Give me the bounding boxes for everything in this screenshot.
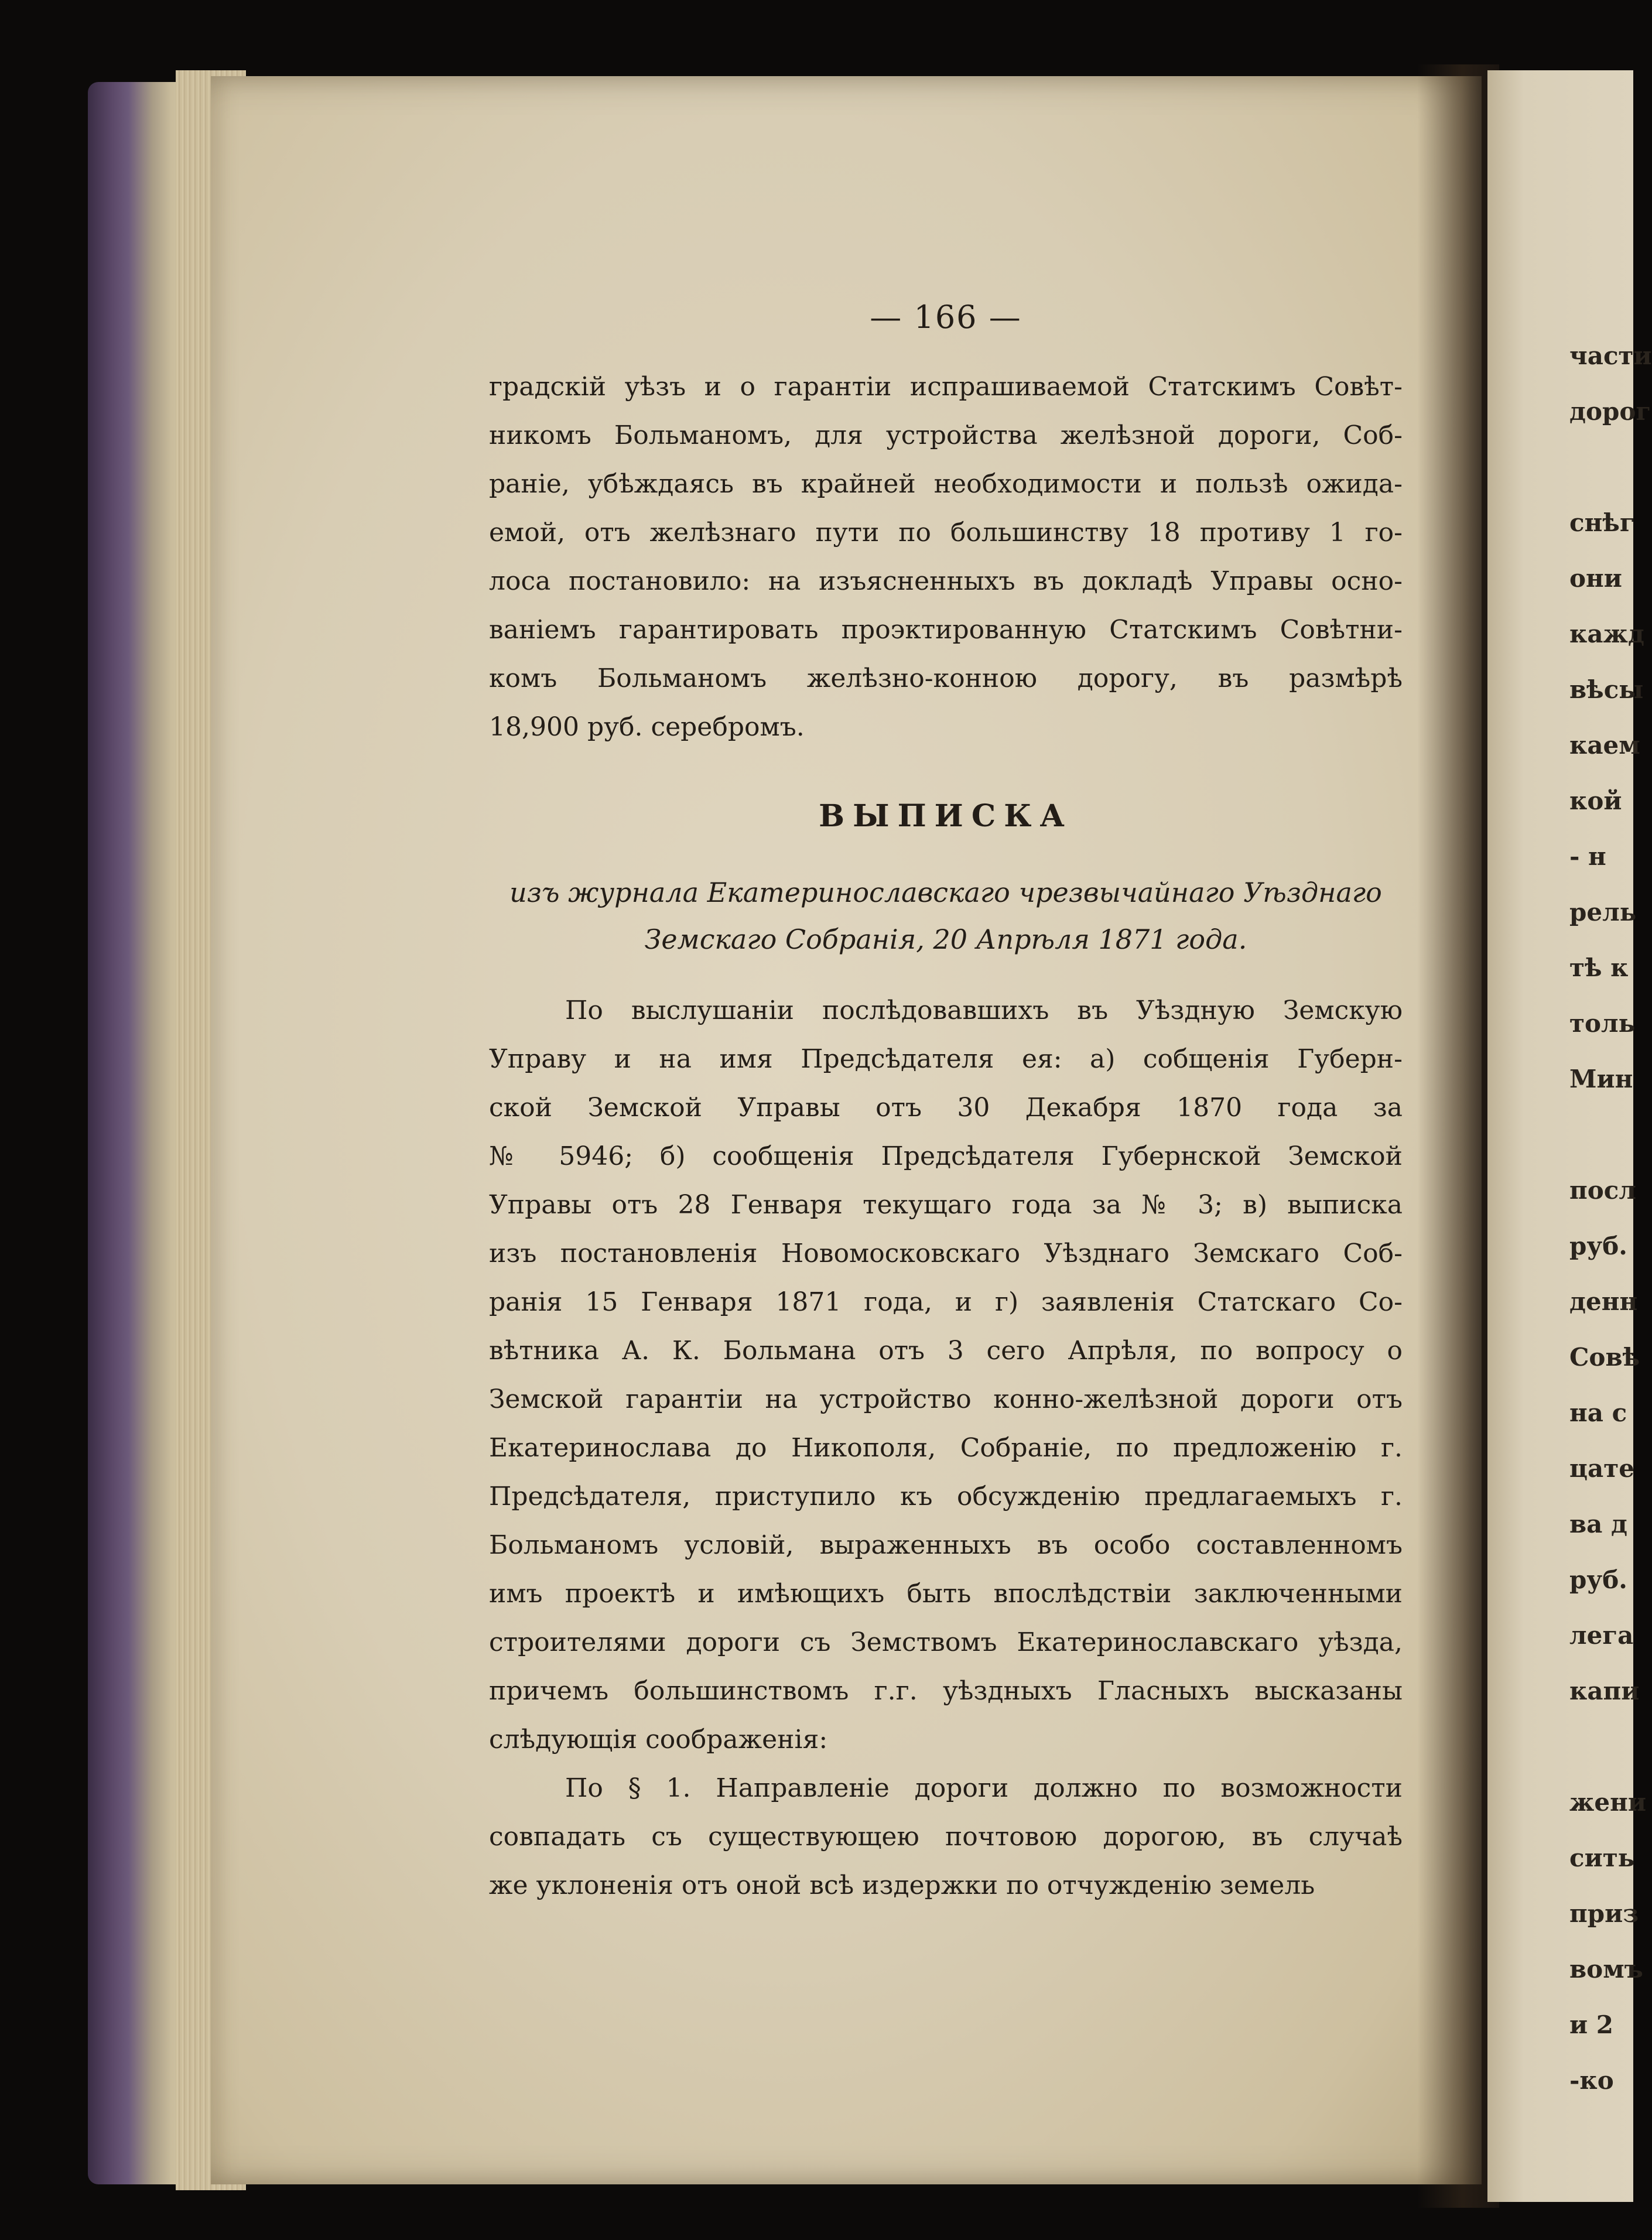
facing-page-line: жени <box>1569 1788 1647 1817</box>
facing-page-line: каем <box>1569 731 1640 760</box>
facing-page-line: части <box>1569 341 1652 370</box>
facing-page-line: они <box>1569 564 1622 593</box>
facing-page-line: денн <box>1569 1287 1638 1316</box>
facing-page-line: ва д <box>1569 1510 1628 1538</box>
paragraph3-lines-line: По § 1. Направленіе дороги должно по возможности <box>565 1773 1403 1803</box>
paragraph2-lines-line: ранія 15 Генваря 1871 года, и г) заявленія Статскаго Со- <box>489 1287 1403 1317</box>
facing-page-line: - н <box>1569 842 1606 871</box>
facing-page-line <box>1569 439 1633 495</box>
paragraph2-lines-line: Управу и на имя Предсѣдателя ея: а) собщенія Губерн- <box>489 1044 1403 1074</box>
paragraph-article-1 <box>489 1764 1403 1910</box>
paragraph2-lines-line: По выслушаніи послѣдовавшихъ въ Уѣздную Земскую <box>565 996 1403 1025</box>
facing-page-line: Мин <box>1569 1065 1633 1093</box>
facing-page-line: толь <box>1569 1009 1636 1038</box>
facing-page-line: тѣ к <box>1569 953 1629 982</box>
paragraph2-lines-line: слѣдующія соображенія: <box>489 1725 828 1755</box>
page-text-block <box>489 299 1403 1910</box>
paragraph1-lines-line: комъ Больманомъ желѣзно-конною дорогу, въ размѣрѣ <box>489 664 1403 693</box>
page-number: — 166 — <box>870 299 1022 336</box>
paragraph1-lines-line: никомъ Больманомъ, для устройства желѣзной дороги, Соб- <box>489 420 1403 450</box>
facing-page-line: вомъ <box>1569 1955 1643 1983</box>
facing-page-line: кой <box>1569 786 1622 815</box>
paragraph1-lines-line: 18,900 руб. серебромъ. <box>489 712 805 742</box>
facing-page-line: лега <box>1569 1621 1634 1650</box>
paragraph2-lines-line: Управы отъ 28 Генваря текущаго года за № 3; в) выписка <box>489 1190 1403 1220</box>
paragraph2-lines-line: причемъ большинствомъ г.г. уѣздныхъ Гласныхъ высказаны <box>489 1676 1403 1706</box>
paragraph1-lines-line: ваніемъ гарантировать проэктированную Статскимъ Совѣтни- <box>489 615 1403 645</box>
facing-page-text <box>1569 328 1652 2108</box>
facing-page-line <box>1569 1719 1633 1774</box>
book-gutter <box>1417 64 1499 2208</box>
facing-page-line: дорог <box>1569 397 1651 426</box>
section-subheading <box>489 869 1403 963</box>
facing-page-line: приз <box>1569 1899 1639 1928</box>
paragraph3-lines-line: совпадать съ существующею почтовою дорогою, въ случаѣ <box>489 1822 1403 1852</box>
facing-page-line: на с <box>1569 1398 1627 1427</box>
facing-page-line: руб. <box>1569 1232 1627 1260</box>
paragraph2-lines-line: № 5946; б) сообщенія Предсѣдателя Губернской Земской <box>489 1141 1403 1171</box>
facing-page-line: цате <box>1569 1454 1634 1483</box>
paragraph2-lines-line: имъ проектѣ и имѣющихъ быть впослѣдствіи заключенными <box>489 1579 1403 1609</box>
paragraph2-lines-line: вѣтника А. К. Больмана отъ 3 сего Апрѣля, по вопросу о <box>489 1336 1403 1366</box>
facing-page-line: капи <box>1569 1677 1640 1705</box>
paragraph-continuation <box>489 362 1403 751</box>
paragraph2-lines-line: Больманомъ условій, выраженныхъ въ особо составленномъ <box>489 1530 1403 1560</box>
paragraph1-lines-line: раніе, убѣждаясь въ крайней необходимости и пользѣ ожида- <box>489 469 1403 499</box>
facing-page-line: Совѣ <box>1569 1343 1640 1372</box>
section-heading: ВЫПИСКА <box>819 798 1073 834</box>
subheading-line: изъ журнала Екатеринославскаго чрезвычайнаго Уѣзднаго <box>509 877 1382 908</box>
facing-page-line: посл <box>1569 1176 1636 1205</box>
facing-page-line: сить <box>1569 1844 1635 1872</box>
facing-page-line <box>1569 1107 1633 1162</box>
paragraph2-lines-line: Предсѣдателя, приступило къ обсужденію предлагаемыхъ г. <box>489 1482 1403 1511</box>
facing-page-line: -ко <box>1569 2066 1614 2095</box>
paragraph1-lines-line: лоса постановило: на изъясненныхъ въ докладѣ Управы осно- <box>489 566 1403 596</box>
facing-page-line: рель <box>1569 898 1637 926</box>
paragraph3-lines-line: же уклоненія отъ оной всѣ издержки по отчужденію земель <box>489 1870 1315 1900</box>
paragraph2-lines-line: Земской гарантіи на устройство конно-желѣзной дороги отъ <box>489 1384 1403 1414</box>
facing-page-line: кажд <box>1569 620 1644 648</box>
facing-page-line: и 2 <box>1569 2010 1613 2039</box>
subheading-line: Земскаго Собранія, 20 Апрѣля 1871 года. <box>644 924 1247 955</box>
paragraph2-lines-line: ской Земской Управы отъ 30 Декабря 1870 года за <box>489 1093 1403 1123</box>
facing-page-line: вѣсы <box>1569 675 1644 704</box>
paragraph-main <box>489 986 1403 1764</box>
paragraph2-lines-line: строителями дороги съ Земствомъ Екатеринославскаго уѣзда, <box>489 1627 1403 1657</box>
paragraph2-lines-line: Екатеринослава до Никополя, Собраніе, по предложенію г. <box>489 1433 1403 1463</box>
facing-page-line: снѣг <box>1569 508 1635 537</box>
paragraph2-lines-line: изъ постановленія Новомосковскаго Уѣзднаго Земскаго Соб- <box>489 1239 1403 1268</box>
paragraph1-lines-line: емой, отъ желѣзнаго пути по большинству 18 противу 1 го- <box>489 518 1403 548</box>
facing-page-line: руб. <box>1569 1565 1627 1594</box>
paragraph1-lines-line: градскій уѣзъ и о гарантіи испрашиваемой Статскимъ Совѣт- <box>489 372 1403 402</box>
